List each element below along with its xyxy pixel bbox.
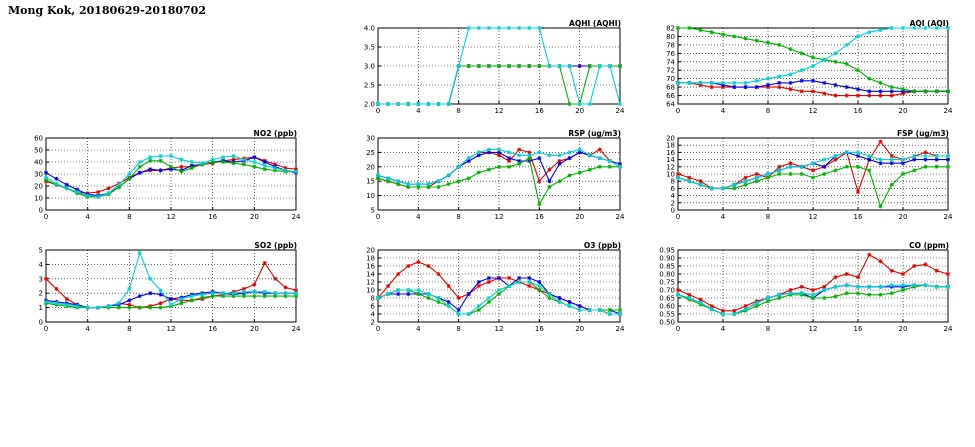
svg-text:12: 12	[494, 213, 504, 221]
svg-text:16: 16	[666, 148, 675, 157]
chart-title-so2: SO2 (ppb)	[254, 241, 297, 250]
svg-text:2: 2	[38, 289, 43, 298]
svg-text:4: 4	[720, 213, 726, 221]
svg-text:4.0: 4.0	[363, 24, 375, 33]
svg-text:0: 0	[675, 107, 681, 115]
svg-text:50: 50	[34, 146, 43, 155]
svg-text:16: 16	[534, 213, 544, 221]
svg-text:3: 3	[38, 275, 43, 284]
svg-text:3.0: 3.0	[363, 62, 375, 71]
svg-text:20: 20	[575, 107, 585, 115]
svg-text:8: 8	[670, 177, 675, 186]
svg-text:30: 30	[34, 170, 43, 179]
svg-text:74: 74	[666, 58, 675, 67]
svg-text:15: 15	[366, 177, 375, 186]
page-title: Mong Kok, 20180629-20180702	[8, 4, 206, 17]
svg-text:20: 20	[249, 213, 259, 221]
svg-text:4: 4	[720, 107, 726, 115]
chart-panel-no2	[20, 128, 300, 224]
svg-text:12: 12	[494, 325, 504, 333]
svg-text:68: 68	[666, 83, 675, 92]
svg-text:24: 24	[291, 213, 300, 221]
svg-text:4: 4	[370, 310, 375, 319]
svg-text:5: 5	[370, 206, 375, 215]
svg-text:80: 80	[666, 32, 675, 41]
svg-text:16: 16	[366, 262, 375, 271]
svg-text:0: 0	[43, 325, 49, 333]
chart-panel-aqhi	[352, 18, 624, 118]
svg-text:24: 24	[943, 213, 952, 221]
svg-text:0.50: 0.50	[659, 318, 675, 327]
chart-panel-so2	[20, 240, 300, 336]
svg-text:20: 20	[898, 107, 908, 115]
svg-text:30: 30	[366, 134, 375, 143]
svg-text:24: 24	[291, 325, 300, 333]
svg-text:18: 18	[666, 141, 675, 150]
svg-text:5: 5	[38, 246, 43, 255]
svg-text:0: 0	[375, 213, 381, 221]
svg-text:4: 4	[416, 325, 421, 333]
svg-text:2.5: 2.5	[363, 81, 375, 90]
svg-text:0: 0	[38, 206, 43, 215]
svg-text:16: 16	[208, 213, 218, 221]
svg-text:0.60: 0.60	[659, 302, 675, 311]
svg-text:4: 4	[416, 213, 421, 221]
svg-text:72: 72	[666, 66, 675, 75]
svg-text:12: 12	[166, 213, 176, 221]
svg-text:40: 40	[34, 158, 43, 167]
svg-text:2: 2	[670, 199, 675, 208]
chart-panel-o3	[352, 240, 624, 336]
svg-text:8: 8	[765, 107, 771, 115]
svg-text:0: 0	[38, 318, 43, 327]
svg-text:60: 60	[34, 134, 43, 143]
svg-text:8: 8	[456, 213, 461, 221]
svg-text:20: 20	[366, 246, 375, 255]
svg-text:16: 16	[853, 213, 863, 221]
svg-text:12: 12	[666, 163, 675, 172]
svg-text:20: 20	[575, 325, 585, 333]
svg-text:12: 12	[494, 107, 504, 115]
svg-text:8: 8	[370, 294, 375, 303]
svg-text:12: 12	[366, 278, 375, 287]
svg-text:8: 8	[456, 107, 461, 115]
svg-text:12: 12	[808, 325, 818, 333]
svg-text:20: 20	[366, 163, 375, 172]
svg-text:0.65: 0.65	[659, 294, 675, 303]
svg-text:82: 82	[666, 24, 675, 33]
svg-text:3.5: 3.5	[363, 43, 375, 52]
chart-title-aqi: AQI (AQI)	[909, 19, 949, 28]
chart-title-rsp: RSP (ug/m3)	[568, 129, 621, 138]
svg-text:0: 0	[675, 325, 681, 333]
svg-text:4: 4	[720, 325, 726, 333]
svg-text:78: 78	[666, 41, 675, 50]
svg-text:66: 66	[666, 92, 675, 101]
svg-text:0: 0	[675, 213, 681, 221]
svg-text:0.75: 0.75	[659, 278, 675, 287]
svg-text:24: 24	[943, 325, 952, 333]
svg-text:2: 2	[370, 318, 375, 327]
svg-text:24: 24	[615, 325, 624, 333]
svg-text:12: 12	[808, 213, 818, 221]
svg-text:10: 10	[366, 192, 375, 201]
svg-text:20: 20	[34, 182, 43, 191]
svg-text:0.55: 0.55	[659, 310, 675, 319]
svg-text:4: 4	[670, 192, 675, 201]
svg-text:24: 24	[615, 213, 624, 221]
svg-text:4: 4	[85, 325, 90, 333]
svg-text:8: 8	[456, 325, 461, 333]
svg-text:24: 24	[943, 107, 952, 115]
svg-text:20: 20	[249, 325, 259, 333]
svg-text:20: 20	[898, 213, 908, 221]
svg-text:16: 16	[534, 325, 544, 333]
svg-text:0.80: 0.80	[659, 270, 675, 279]
svg-text:10: 10	[34, 194, 43, 203]
svg-text:8: 8	[127, 325, 132, 333]
svg-text:0: 0	[375, 325, 381, 333]
svg-text:10: 10	[666, 170, 675, 179]
svg-text:0.95: 0.95	[659, 246, 675, 255]
svg-text:10: 10	[366, 286, 375, 295]
svg-text:6: 6	[370, 302, 375, 311]
chart-title-no2: NO2 (ppb)	[253, 129, 297, 138]
svg-text:76: 76	[666, 49, 675, 58]
svg-text:14: 14	[666, 156, 675, 165]
svg-text:0.70: 0.70	[659, 286, 675, 295]
chart-title-aqhi: AQHI (AQHI)	[569, 19, 621, 28]
svg-text:18: 18	[366, 254, 375, 263]
svg-text:4: 4	[38, 260, 43, 269]
svg-text:20: 20	[666, 134, 675, 143]
chart-panel-fsp	[652, 128, 952, 224]
svg-text:0: 0	[670, 206, 675, 215]
chart-panel-aqi	[652, 18, 952, 118]
svg-text:0.85: 0.85	[659, 262, 675, 271]
chart-title-o3: O3 (ppb)	[583, 241, 621, 250]
svg-text:4: 4	[416, 107, 421, 115]
chart-panel-rsp	[352, 128, 624, 224]
svg-text:8: 8	[765, 325, 771, 333]
chart-title-fsp: FSP (ug/m3)	[897, 129, 949, 138]
chart-panel-co	[652, 240, 952, 336]
svg-text:8: 8	[765, 213, 771, 221]
svg-text:20: 20	[898, 325, 908, 333]
svg-text:14: 14	[366, 270, 375, 279]
svg-text:0: 0	[375, 107, 381, 115]
svg-text:0: 0	[43, 213, 49, 221]
svg-text:16: 16	[853, 107, 863, 115]
svg-text:12: 12	[808, 107, 818, 115]
svg-text:64: 64	[666, 100, 675, 109]
svg-text:70: 70	[666, 75, 675, 84]
svg-text:8: 8	[127, 213, 132, 221]
svg-text:25: 25	[366, 148, 375, 157]
svg-text:16: 16	[853, 325, 863, 333]
svg-text:4: 4	[85, 213, 90, 221]
chart-title-co: CO (ppm)	[909, 241, 949, 250]
svg-text:20: 20	[575, 213, 585, 221]
svg-text:6: 6	[670, 184, 675, 193]
svg-text:24: 24	[615, 107, 624, 115]
svg-text:1: 1	[38, 304, 43, 313]
svg-text:12: 12	[166, 325, 176, 333]
svg-text:2.0: 2.0	[363, 100, 375, 109]
svg-text:0.90: 0.90	[659, 254, 675, 263]
svg-text:16: 16	[208, 325, 218, 333]
svg-text:16: 16	[534, 107, 544, 115]
